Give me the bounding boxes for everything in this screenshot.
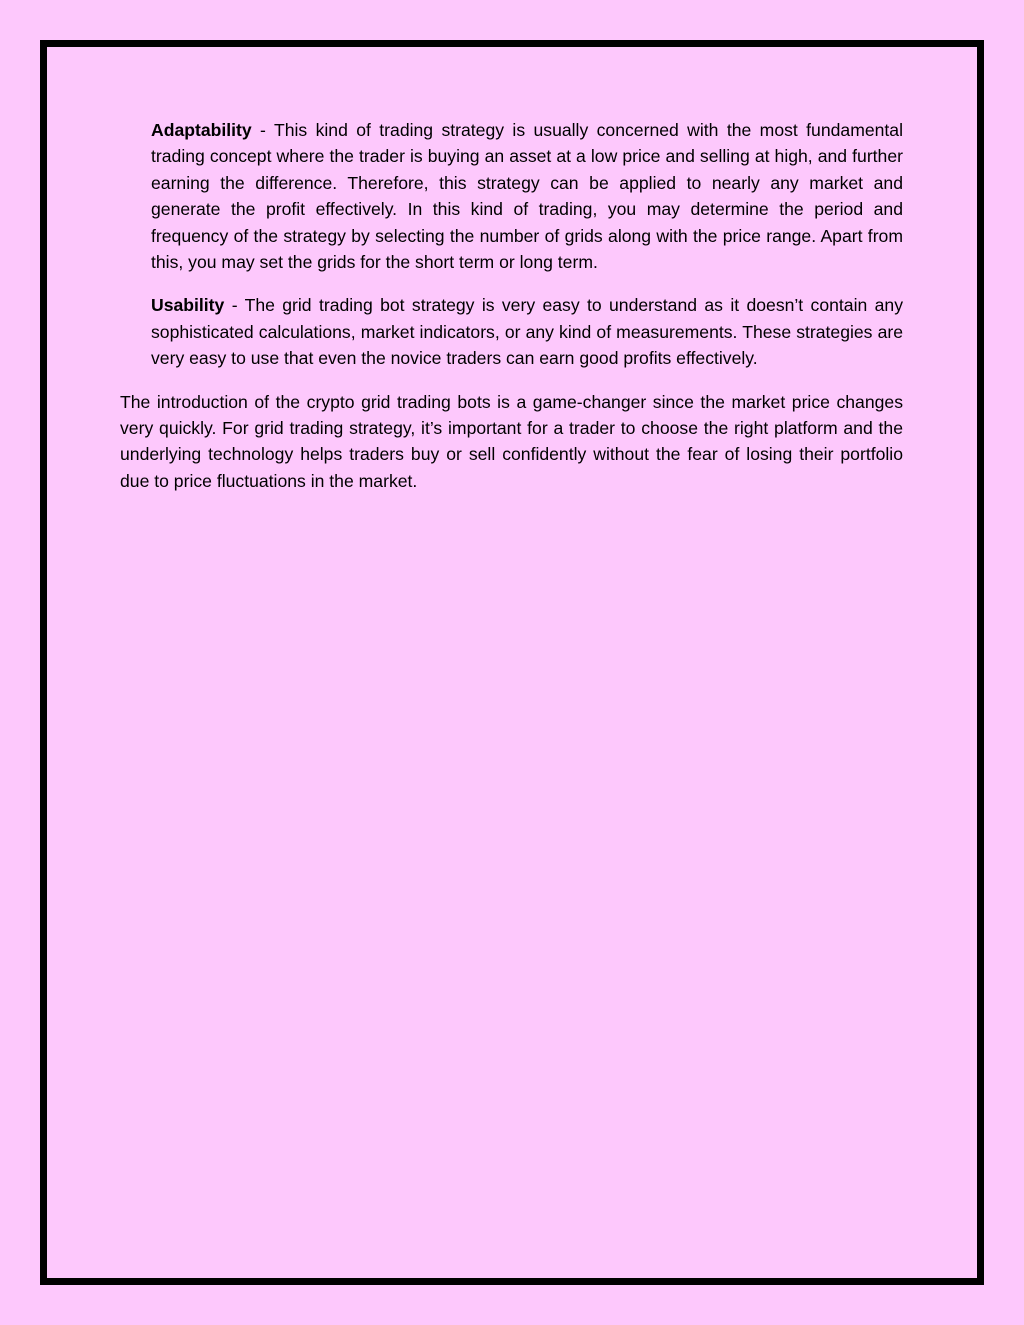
adaptability-paragraph	[151, 117, 903, 275]
conclusion-text: The introduction of the crypto grid trading bots is a game-changer since the market price changes very quickly. For grid trading strategy, it’s important for a trader to choose the right platform and the underlying technology helps traders buy or sell confidently without the fear of losing their portfolio due to price fluctuations in the market.	[120, 391, 903, 491]
adaptability-text: This kind of trading strategy is usually concerned with the most fundamental trading concept where the trader is buying an asset at a low price and selling at high, and further earning the difference. Therefore, this strategy can be applied to nearly any market and generate the profit effectively. In this kind of trading, you may determine the period and frequency of the strategy by selecting the number of grids along with the price range. Apart from this, you may set the grids for the short term or long term.	[151, 120, 903, 273]
adaptability-term: Adaptability	[151, 120, 252, 140]
usability-paragraph	[151, 292, 903, 371]
usability-term: Usability	[151, 295, 225, 316]
adaptability-separator: -	[251, 120, 274, 140]
conclusion-paragraph	[120, 389, 903, 495]
document-body	[120, 117, 903, 494]
usability-text: The grid trading bot strategy is very easy to understand as it doesn’t contain any sophisticated calculations, market indicators, or any kind of measurements. These strategies are very easy to use that even the novice traders can earn good profits effectively.	[151, 295, 903, 369]
usability-separator: -	[224, 295, 245, 316]
